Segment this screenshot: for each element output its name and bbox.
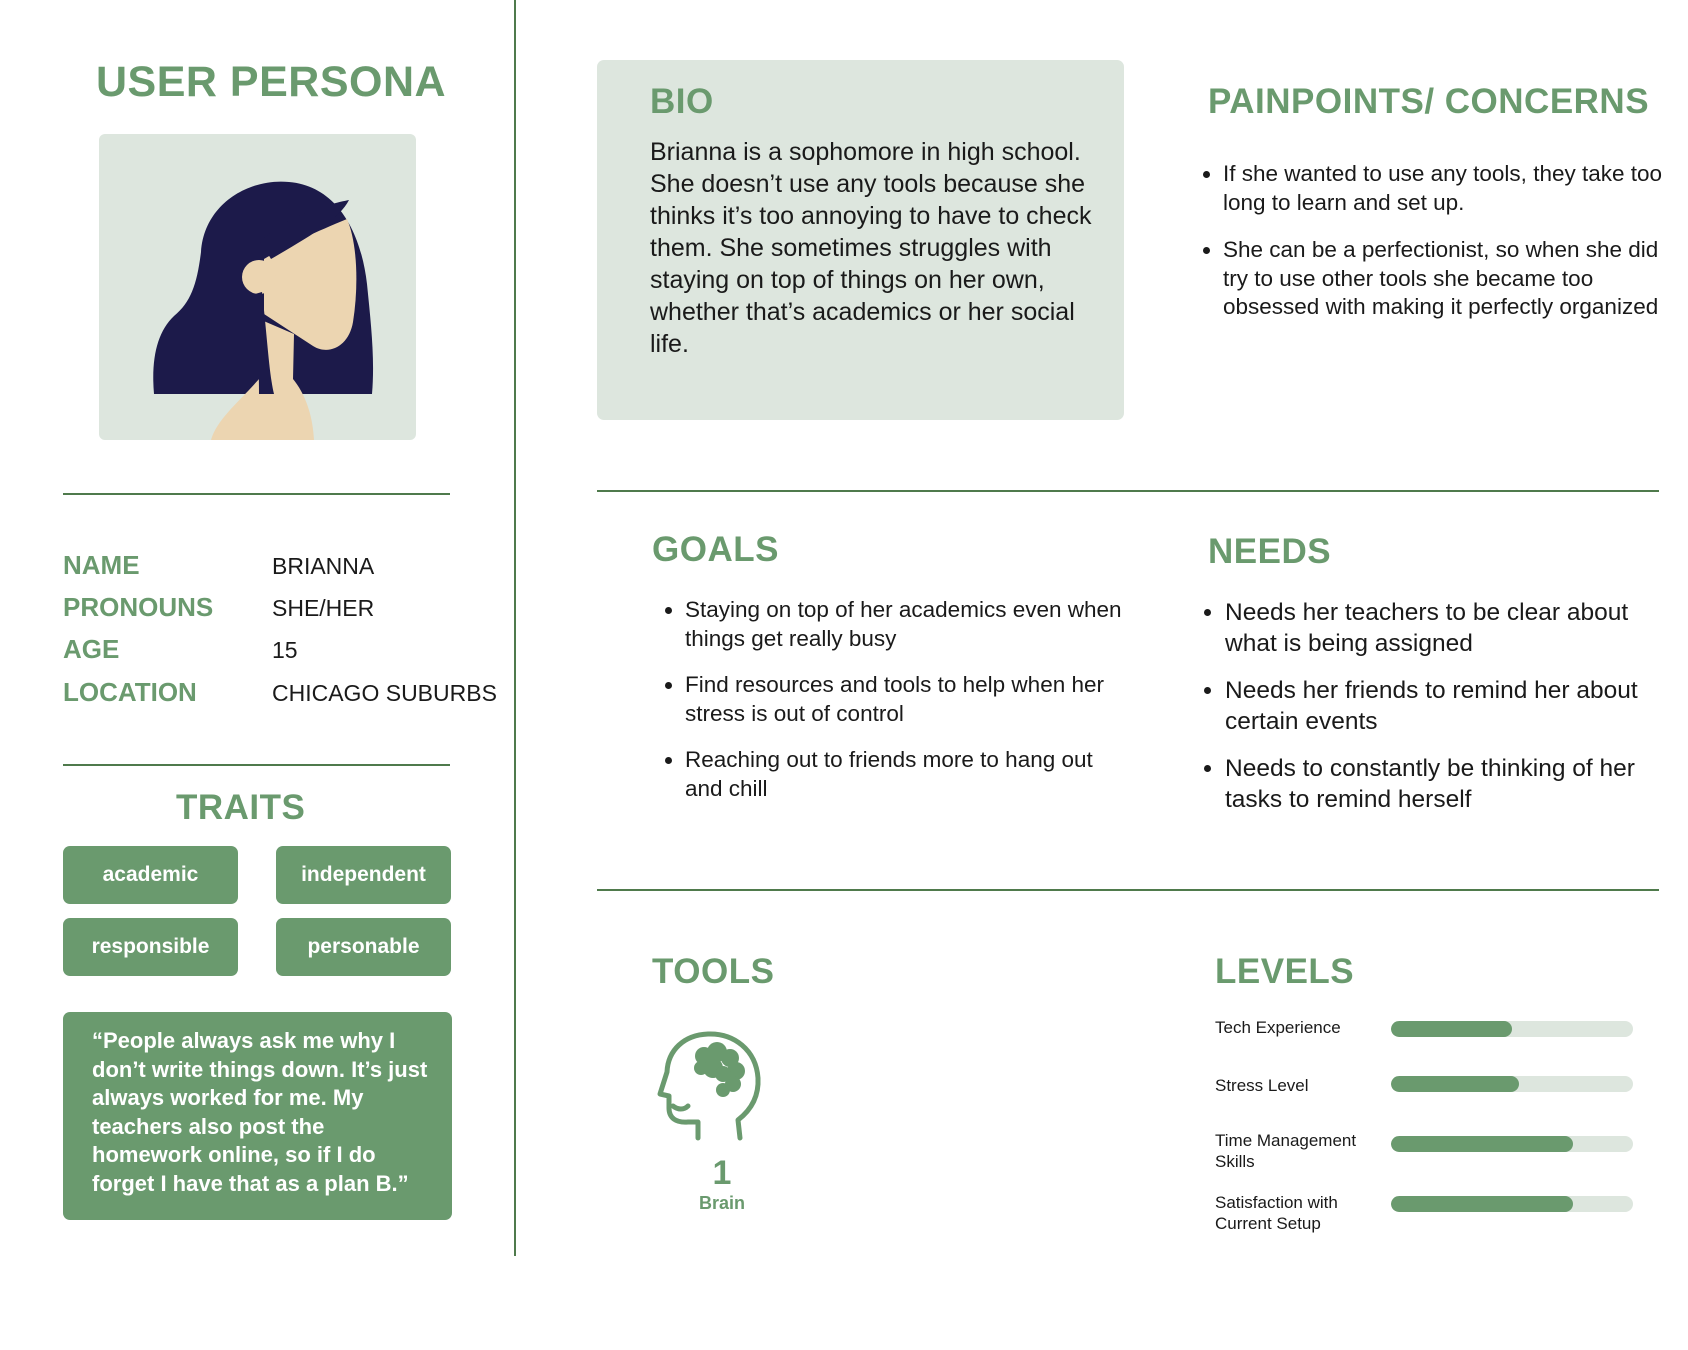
list-item: • Find resources and tools to help when her stress is out of control xyxy=(685,671,1125,728)
list-item: • Needs her friends to remind her about certain events xyxy=(1225,676,1685,737)
divider xyxy=(63,493,450,495)
levels-title: LEVELS xyxy=(1215,952,1355,991)
divider xyxy=(597,889,1659,891)
persona-quote: “People always ask me why I don’t write things down. It’s just always worked for me. My teachers also post the homework online, so if I do forget I have that as a plan B.” xyxy=(63,1012,452,1220)
location-label: LOCATION xyxy=(63,677,197,707)
needs-list xyxy=(1191,598,1685,832)
bio-text: Brianna is a sophomore in high school. She doesn’t use any tools because she thinks it’s too annoying to have to check them. She sometimes struggles with staying on top of things on her own, whether that’s academics or her social life. xyxy=(650,138,1092,358)
divider xyxy=(597,490,1659,492)
persona-illustration xyxy=(99,134,416,440)
goals-title: GOALS xyxy=(652,530,779,569)
location-value: CHICAGO SUBURBS xyxy=(272,680,497,706)
brain-head-icon xyxy=(656,1028,768,1142)
page-title: USER PERSONA xyxy=(96,58,447,106)
list-item: • Needs her teachers to be clear about what is being assigned xyxy=(1225,598,1685,659)
pronouns-label: PRONOUNS xyxy=(63,592,214,622)
level-label: Satisfaction with Current Setup xyxy=(1215,1193,1338,1233)
painpoints-list xyxy=(1189,160,1683,341)
level-bar-fill xyxy=(1391,1076,1519,1092)
tool-name: Brain xyxy=(698,1193,745,1213)
age-label: AGE xyxy=(63,634,120,664)
level-label: Tech Experience xyxy=(1215,1018,1341,1037)
bio-title: BIO xyxy=(650,82,714,121)
level-bar-fill xyxy=(1391,1021,1512,1037)
level-bar xyxy=(1391,1136,1633,1152)
painpoints-title: PAINPOINTS/ CONCERNS xyxy=(1208,82,1650,121)
name-label: NAME xyxy=(63,550,140,580)
divider xyxy=(63,764,450,766)
level-bar xyxy=(1391,1196,1633,1212)
level-bar-fill xyxy=(1391,1136,1573,1152)
trait-badge: personable xyxy=(276,918,451,976)
list-item: • Staying on top of her academics even when things get really busy xyxy=(685,596,1125,653)
age-value: 15 xyxy=(272,637,298,663)
trait-badge: independent xyxy=(276,846,451,904)
level-bar xyxy=(1391,1021,1633,1037)
list-item: • Reaching out to friends more to hang out and chill xyxy=(685,746,1125,803)
level-bar-fill xyxy=(1391,1196,1573,1212)
list-item: • If she wanted to use any tools, they take too long to learn and set up. xyxy=(1223,160,1683,217)
name-value: BRIANNA xyxy=(272,553,375,579)
avatar xyxy=(99,134,416,440)
list-item: • Needs to constantly be thinking of her tasks to remind herself xyxy=(1225,754,1685,815)
trait-badge: academic xyxy=(63,846,238,904)
goals-list xyxy=(651,596,1125,821)
level-label: Stress Level xyxy=(1215,1076,1309,1095)
traits-title: TRAITS xyxy=(176,788,306,827)
tools-title: TOOLS xyxy=(652,952,775,991)
level-bar xyxy=(1391,1076,1633,1092)
level-label: Time Management Skills xyxy=(1215,1131,1357,1171)
pronouns-value: SHE/HER xyxy=(272,595,375,621)
list-item: • She can be a perfectionist, so when she did try to use other tools she became too obsessed with making it perfectly organized xyxy=(1223,236,1683,322)
trait-badge: responsible xyxy=(63,918,238,976)
column-divider xyxy=(514,0,516,1256)
tool-count: 1 xyxy=(712,1154,732,1192)
needs-title: NEEDS xyxy=(1208,532,1332,571)
